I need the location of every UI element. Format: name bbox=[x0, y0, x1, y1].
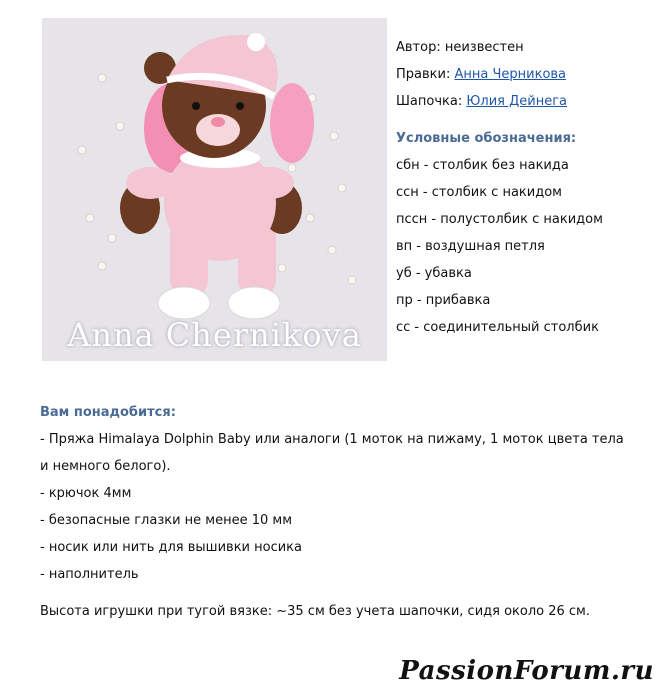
amigurumi-bear-image bbox=[42, 18, 387, 361]
toy-height-note: Высота игрушки при тугой вязке: ~35 см без учета шапочки, сидя около 26 см. bbox=[40, 604, 590, 619]
photo-watermark-caption: Anna Chernikova bbox=[67, 316, 362, 354]
legend-item: ссн - столбик с накидом bbox=[396, 185, 562, 200]
materials-item: - крючок 4мм bbox=[40, 486, 132, 501]
edits-line bbox=[396, 61, 656, 88]
hat-line bbox=[396, 88, 656, 115]
materials-item: - безопасные глазки не менее 10 мм bbox=[40, 513, 293, 528]
materials-item: - Пряжа Himalaya Dolphin Baby или аналоги (1 моток на пижаму, 1 моток цвета тела и немного белого). bbox=[40, 432, 624, 474]
hat-label: Шапочка: bbox=[396, 94, 463, 109]
legend-item: вп - воздушная петля bbox=[396, 239, 545, 254]
site-watermark: PassionForum.ru bbox=[399, 656, 654, 686]
legend-heading: Условные обозначения: bbox=[396, 131, 577, 146]
materials-item: - носик или нить для вышивки носика bbox=[40, 540, 302, 555]
legend-item: уб - убавка bbox=[396, 266, 472, 281]
legend-item: пссн - полустолбик с накидом bbox=[396, 212, 603, 227]
legend-item: сбн - столбик без накида bbox=[396, 158, 569, 173]
hat-author-link[interactable]: Юлия Дейнега bbox=[466, 94, 567, 109]
legend-item: пр - прибавка bbox=[396, 293, 491, 308]
materials-item: - наполнитель bbox=[40, 567, 139, 582]
edits-author-link[interactable]: Анна Черникова bbox=[454, 67, 567, 82]
materials-section bbox=[40, 399, 630, 625]
legend-item: сс - соединительный столбик bbox=[396, 320, 599, 335]
credits-panel bbox=[396, 34, 656, 341]
toy-photo bbox=[42, 18, 387, 361]
author-line bbox=[396, 34, 656, 61]
edits-label: Правки: bbox=[396, 67, 451, 82]
author-value: неизвестен bbox=[444, 40, 524, 55]
materials-heading: Вам понадобится: bbox=[40, 405, 176, 420]
author-label: Автор: bbox=[396, 40, 441, 55]
